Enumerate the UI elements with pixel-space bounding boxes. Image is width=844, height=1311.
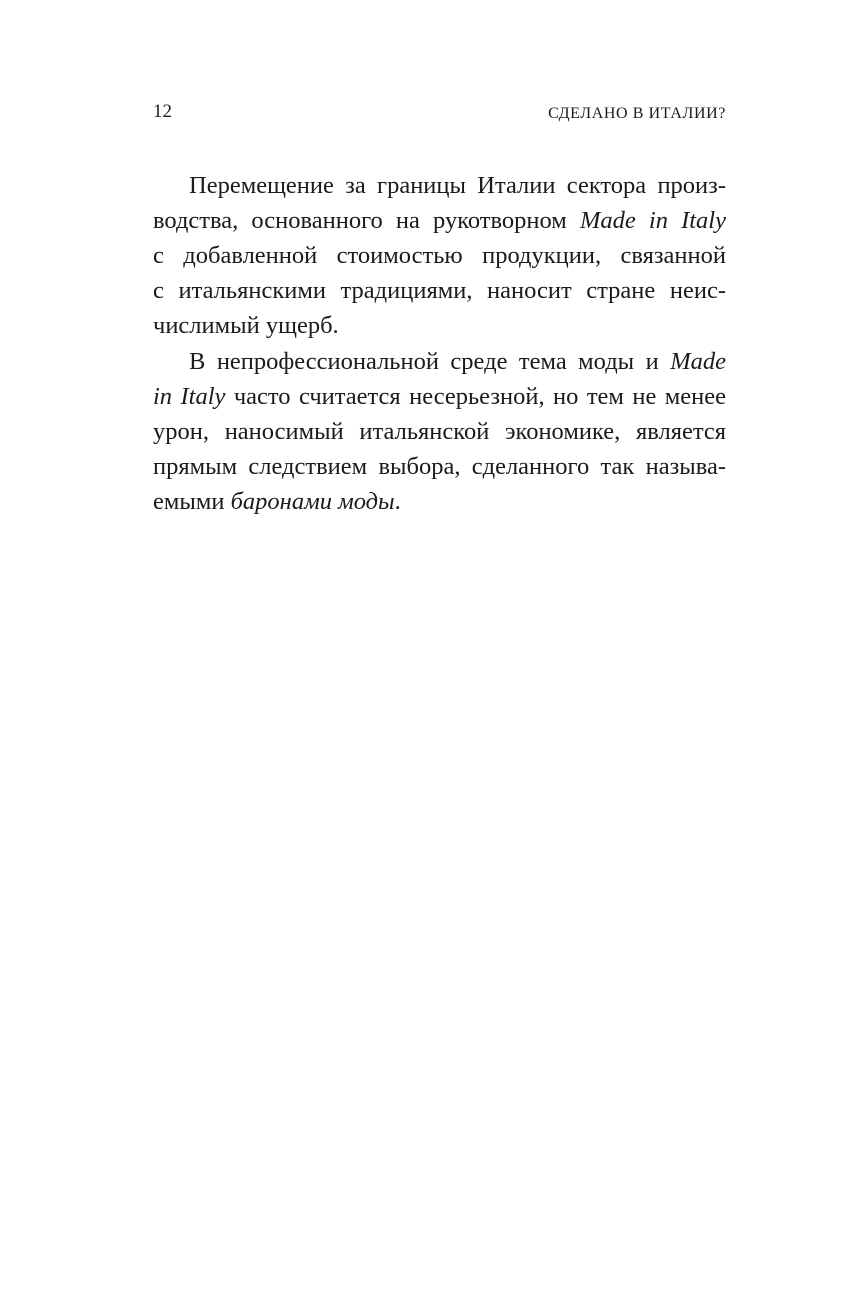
italic-phrase: Made in Italy xyxy=(579,207,726,234)
text-line: водства, основанного на рукотворном Made in Italy xyxy=(153,207,726,234)
italic-phrase: in Italy xyxy=(153,383,226,410)
text-line: прямым следствием выбора, сделанного так называ- xyxy=(153,453,726,480)
italic-phrase: баронами моды xyxy=(230,488,395,515)
text-line: in Italy часто считается несерьезной, но тем не менее xyxy=(153,383,726,410)
page-number: 12 xyxy=(153,101,172,122)
italic-phrase: Made xyxy=(670,348,726,375)
text-line: Перемещение за границы Италии сектора произ- xyxy=(189,172,726,199)
text-line: числимый ущерб. xyxy=(153,312,339,339)
running-head: СДЕЛАНО В ИТАЛИИ? xyxy=(548,105,726,122)
text-line: емыми баронами моды. xyxy=(153,488,401,515)
paragraph-1 xyxy=(153,168,726,343)
text-line: с добавленной стоимостью продукции, связанной xyxy=(153,242,726,269)
text-line: урон, наносимый итальянской экономике, является xyxy=(153,418,726,445)
body-text xyxy=(153,168,726,519)
paragraph-2 xyxy=(153,344,726,519)
text-line: В непрофессиональной среде тема моды и Made xyxy=(189,348,726,375)
text-line: с итальянскими традициями, наносит стране неис- xyxy=(153,277,726,304)
